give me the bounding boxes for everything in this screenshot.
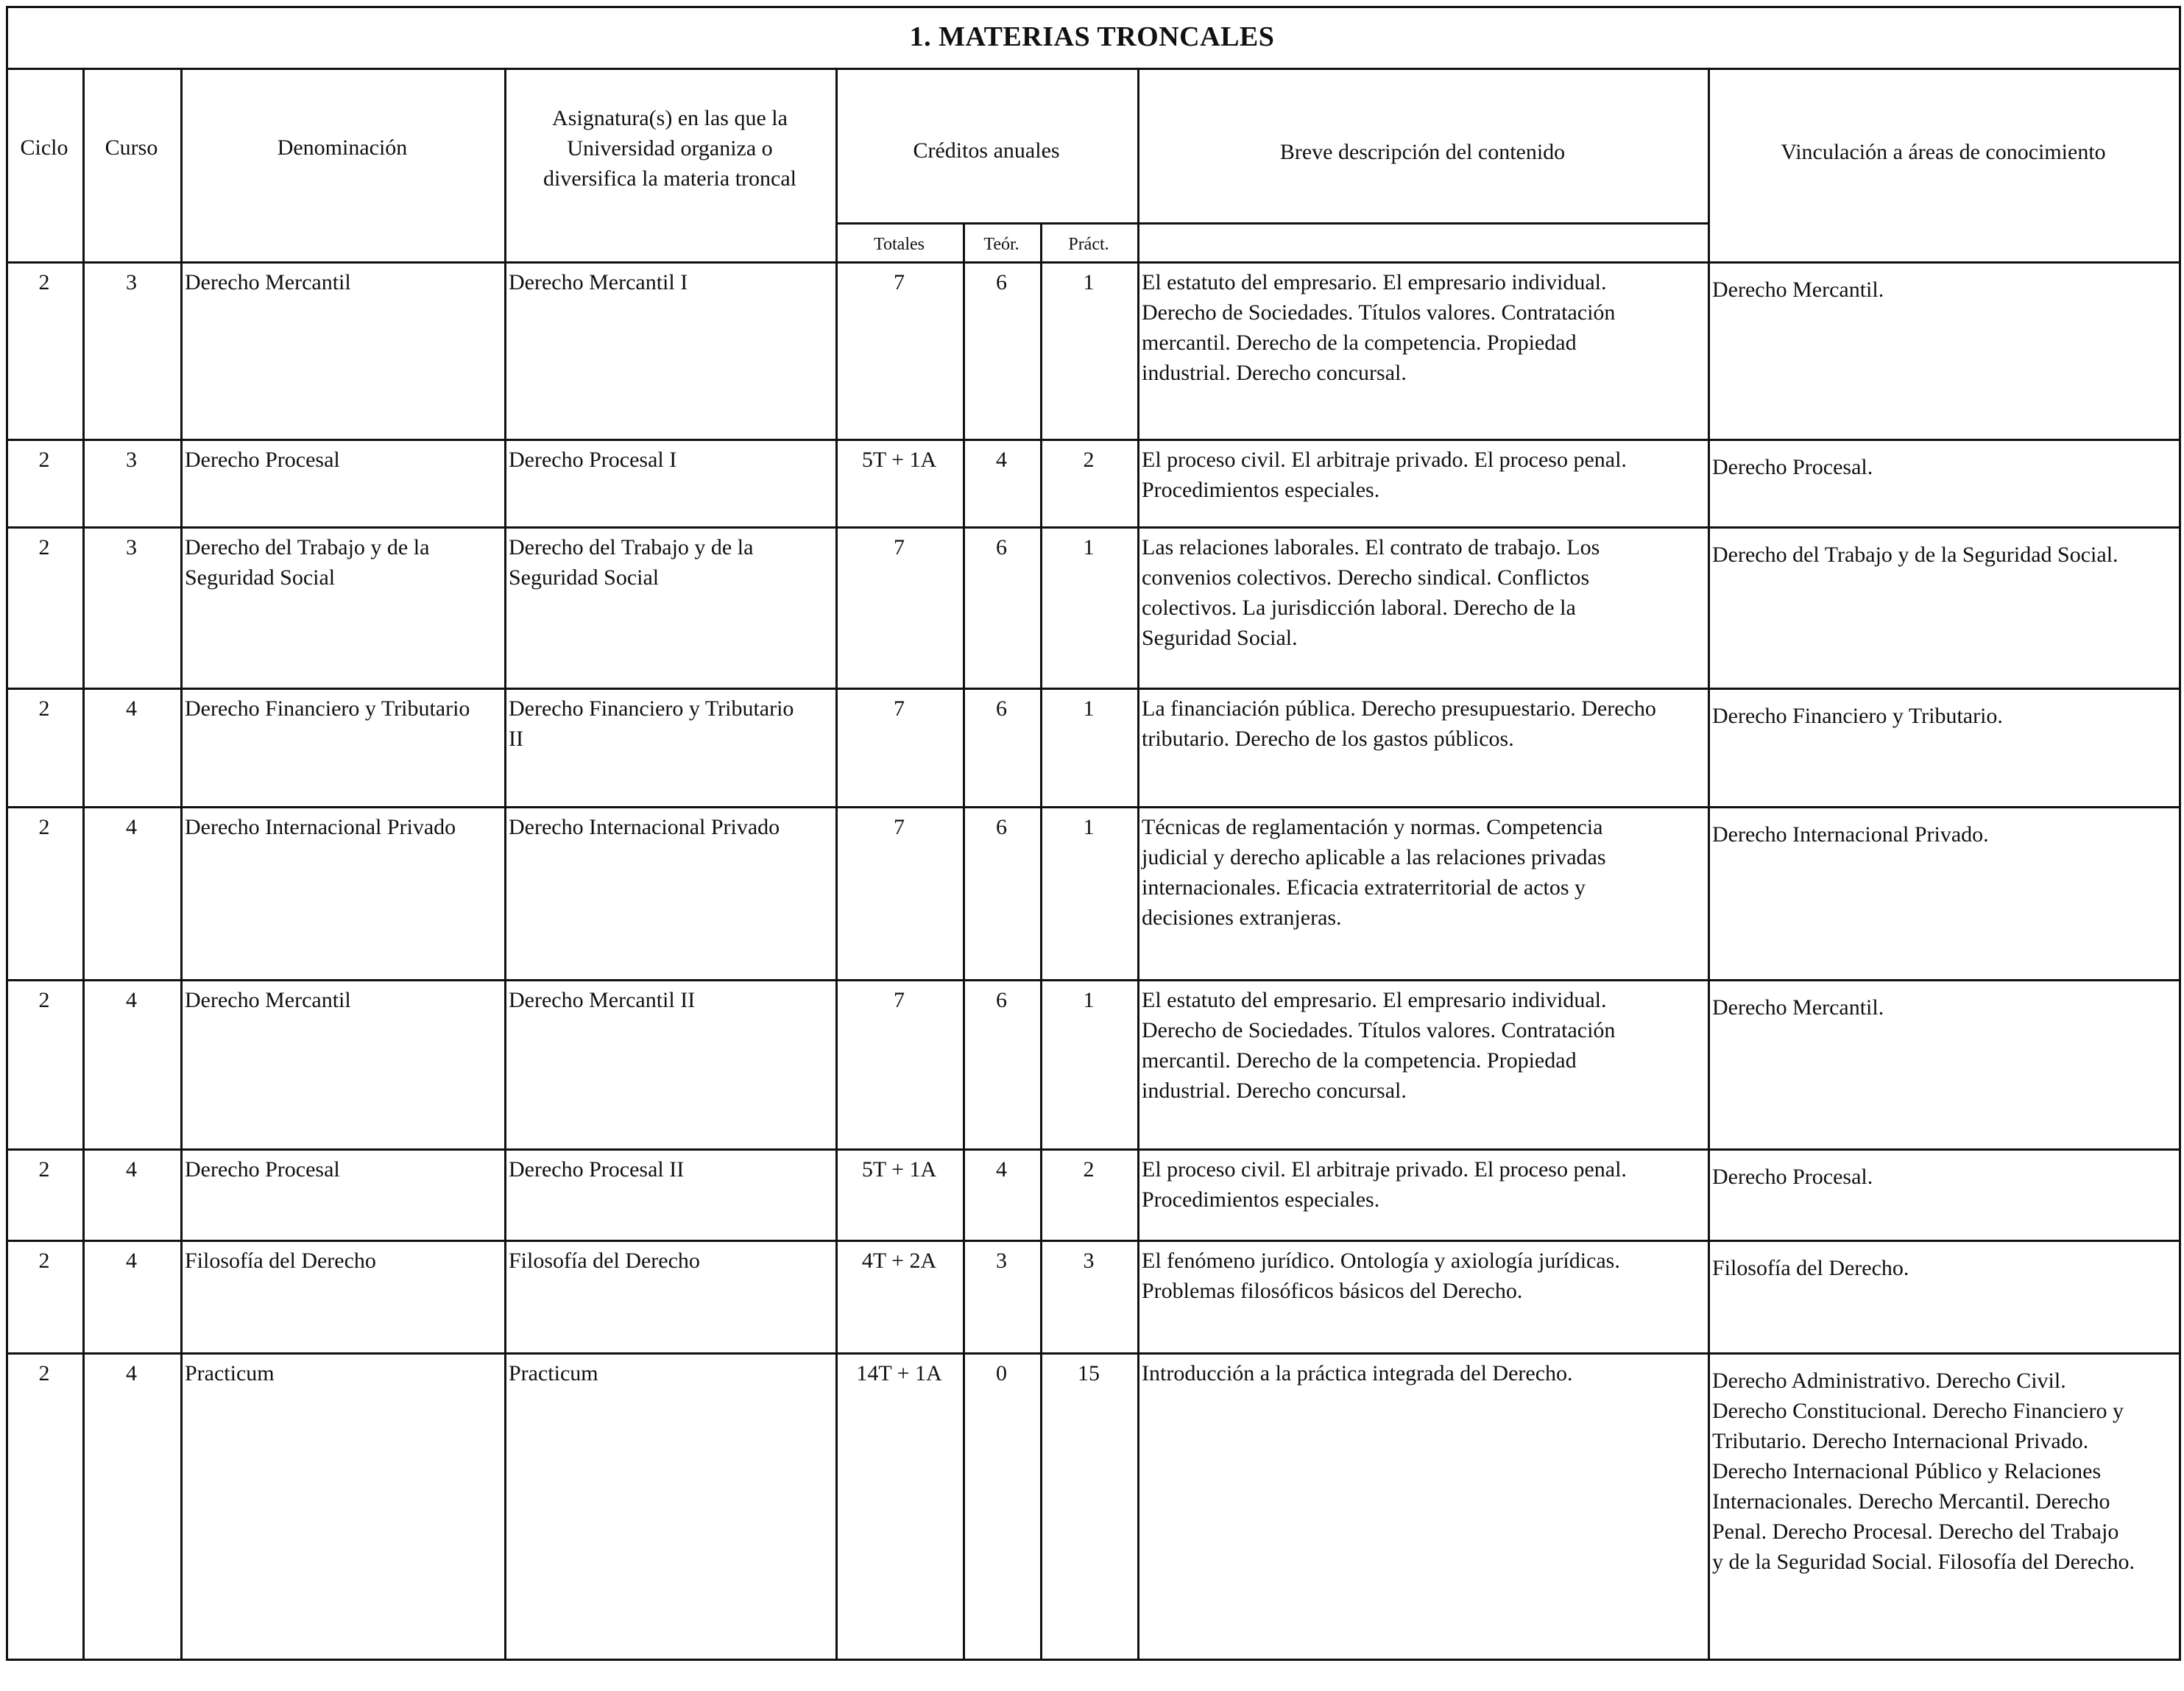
header-descripcion: Breve descripción del contenido [1279,140,1566,164]
header-asignatura-line: diversifica la materia troncal [543,166,796,191]
cell-descripcion: Técnicas de reglamentación y normas. Competencia [1142,815,1603,839]
cell-descripcion: convenios colectivos. Derecho sindical. Conflictos [1142,565,1590,590]
cell-denominacion: Derecho Procesal [185,1157,340,1182]
row-separator [6,806,2179,808]
cell-descripcion: Seguridad Social. [1142,626,1298,650]
cell-creditos-totales: 7 [894,696,905,721]
cell-creditos-practicos: 1 [1083,535,1095,559]
cell-descripcion: industrial. Derecho concursal. [1142,1079,1407,1103]
cell-asignatura: Derecho Procesal II [509,1157,685,1182]
cell-descripcion: Derecho de Sociedades. Títulos valores. Contratación [1142,1018,1616,1042]
cell-descripcion: colectivos. La jurisdicción laboral. Derecho de la [1142,596,1576,620]
cell-vinculacion: Filosofía del Derecho. [1712,1256,1909,1280]
column-rule [82,68,85,1661]
header-asignatura-line: Universidad organiza o [567,136,773,160]
cell-vinculacion: Derecho Constitucional. Derecho Financiero y [1712,1399,2124,1423]
cell-denominacion: Seguridad Social [185,565,336,590]
cell-descripcion: El fenómeno jurídico. Ontología y axiología jurídicas. [1142,1249,1620,1273]
cell-descripcion: Introducción a la práctica integrada del Derecho. [1142,1361,1573,1385]
cell-creditos-teoricos: 6 [996,696,1007,721]
cell-vinculacion: Derecho del Trabajo y de la Seguridad Social. [1712,543,2118,567]
cell-ciclo: 2 [38,696,50,721]
cell-curso: 3 [126,270,137,294]
header-vinculacion: Vinculación a áreas de conocimiento [1781,140,2106,164]
cell-creditos-teoricos: 6 [996,815,1007,839]
column-rule [180,68,183,1661]
header-pract: Práct. [1068,235,1109,254]
cell-creditos-practicos: 1 [1083,270,1095,294]
row-separator [6,1240,2179,1242]
cell-curso: 4 [126,1249,137,1273]
cell-creditos-practicos: 1 [1083,988,1095,1012]
cell-asignatura: Practicum [509,1361,598,1385]
header-teor: Teór. [983,235,1019,254]
column-rule [1708,68,1710,1661]
cell-creditos-totales: 14T + 1A [856,1361,942,1385]
row-separator [6,439,2179,441]
cell-creditos-teoricos: 3 [996,1249,1007,1273]
cell-creditos-teoricos: 0 [996,1361,1007,1385]
cell-creditos-teoricos: 6 [996,535,1007,559]
cell-descripcion: El estatuto del empresario. El empresario individual. [1142,988,1607,1012]
cell-vinculacion: Internacionales. Derecho Mercantil. Derecho [1712,1489,2110,1514]
cell-curso: 4 [126,988,137,1012]
cell-creditos-totales: 7 [894,988,905,1012]
cell-descripcion: internacionales. Eficacia extraterritorial de actos y [1142,875,1586,900]
cell-denominacion: Derecho Financiero y Tributario [185,696,470,721]
header-totales: Totales [874,235,925,254]
cell-vinculacion: Tributario. Derecho Internacional Privado. [1712,1429,2089,1453]
cell-descripcion: El estatuto del empresario. El empresario individual. [1142,270,1607,294]
credits-subcolumn-rule [1040,222,1042,1661]
cell-asignatura: II [509,727,523,751]
cell-descripcion: tributario. Derecho de los gastos públicos. [1142,727,1514,751]
row-separator [6,526,2179,529]
cell-creditos-totales: 4T + 2A [861,1249,937,1273]
page-title: 1. MATERIAS TRONCALES [909,21,1275,52]
cell-denominacion: Derecho Procesal [185,448,340,472]
cell-vinculacion: y de la Seguridad Social. Filosofía del Derecho. [1712,1550,2135,1574]
cell-creditos-totales: 7 [894,270,905,294]
cell-creditos-teoricos: 6 [996,988,1007,1012]
cell-descripcion: judicial y derecho aplicable a las relaciones privadas [1142,845,1606,869]
cell-creditos-practicos: 15 [1078,1361,1100,1385]
cell-descripcion: Problemas filosóficos básicos del Derecho. [1142,1279,1523,1303]
cell-descripcion: decisiones extranjeras. [1142,905,1342,930]
row-separator [6,1148,2179,1151]
cell-creditos-totales: 7 [894,535,905,559]
cell-creditos-teoricos: 4 [996,1157,1007,1182]
cell-vinculacion: Penal. Derecho Procesal. Derecho del Trabajo [1712,1519,2119,1544]
header-bottom-rule [6,261,2179,264]
cell-ciclo: 2 [38,1361,50,1385]
cell-ciclo: 2 [38,270,50,294]
cell-curso: 3 [126,448,137,472]
column-rule [504,68,506,1661]
cell-descripcion: Las relaciones laborales. El contrato de trabajo. Los [1142,535,1600,559]
row-separator [6,688,2179,690]
cell-descripcion: industrial. Derecho concursal. [1142,361,1407,385]
cell-descripcion: El proceso civil. El arbitraje privado. El proceso penal. [1142,448,1627,472]
cell-ciclo: 2 [38,815,50,839]
cell-denominacion: Derecho Mercantil [185,270,351,294]
credits-subcolumn-rule [963,222,965,1661]
cell-vinculacion: Derecho Internacional Privado. [1712,822,1989,847]
cell-denominacion: Derecho Mercantil [185,988,351,1012]
cell-curso: 4 [126,815,137,839]
cell-denominacion: Derecho del Trabajo y de la [185,535,430,559]
cell-ciclo: 2 [38,1157,50,1182]
cell-ciclo: 2 [38,535,50,559]
cell-asignatura: Seguridad Social [509,565,660,590]
cell-vinculacion: Derecho Internacional Público y Relaciones [1712,1459,2102,1483]
cell-ciclo: 2 [38,988,50,1012]
cell-creditos-teoricos: 6 [996,270,1007,294]
cell-ciclo: 2 [38,448,50,472]
table-right-border [2179,6,2181,1661]
cell-asignatura: Derecho del Trabajo y de la [509,535,754,559]
cell-descripcion: mercantil. Derecho de la competencia. Propiedad [1142,1048,1577,1073]
cell-denominacion: Derecho Internacional Privado [185,815,456,839]
cell-creditos-practicos: 3 [1083,1249,1095,1273]
header-denominacion: Denominación [277,135,408,160]
cell-curso: 4 [126,1361,137,1385]
cell-curso: 3 [126,535,137,559]
header-asignatura-line: Asignatura(s) en las que la [552,106,788,130]
row-separator [6,1659,2179,1661]
header-ciclo: Ciclo [20,135,68,160]
cell-creditos-practicos: 1 [1083,815,1095,839]
title-separator [6,68,2179,70]
cell-asignatura: Derecho Mercantil I [509,270,688,294]
cell-descripcion: Procedimientos especiales. [1142,478,1380,502]
cell-asignatura: Derecho Mercantil II [509,988,696,1012]
cell-descripcion: Procedimientos especiales. [1142,1187,1380,1212]
cell-descripcion: La financiación pública. Derecho presupuestario. Derecho [1142,696,1656,721]
cell-vinculacion: Derecho Mercantil. [1712,995,1884,1020]
cell-creditos-totales: 5T + 1A [861,448,937,472]
cell-asignatura: Derecho Financiero y Tributario [509,696,794,721]
cell-creditos-practicos: 2 [1083,1157,1095,1182]
cell-ciclo: 2 [38,1249,50,1273]
credits-subheader-rule [835,222,1708,225]
cell-creditos-practicos: 1 [1083,696,1095,721]
cell-descripcion: mercantil. Derecho de la competencia. Propiedad [1142,331,1577,355]
cell-asignatura: Derecho Procesal I [509,448,677,472]
cell-curso: 4 [126,696,137,721]
cell-curso: 4 [126,1157,137,1182]
cell-vinculacion: Derecho Financiero y Tributario. [1712,704,2003,728]
column-rule [1137,68,1139,1661]
header-creditos-anuales: Créditos anuales [913,138,1060,163]
row-separator [6,1352,2179,1355]
cell-asignatura: Derecho Internacional Privado [509,815,780,839]
cell-vinculacion: Derecho Mercantil. [1712,278,1884,302]
cell-creditos-totales: 5T + 1A [861,1157,937,1182]
cell-denominacion: Practicum [185,1361,275,1385]
cell-vinculacion: Derecho Administrativo. Derecho Civil. [1712,1369,2066,1393]
cell-creditos-practicos: 2 [1083,448,1095,472]
cell-creditos-totales: 7 [894,815,905,839]
cell-creditos-teoricos: 4 [996,448,1007,472]
cell-descripcion: El proceso civil. El arbitraje privado. El proceso penal. [1142,1157,1627,1182]
header-curso: Curso [105,135,158,160]
table-top-border [6,6,2179,8]
column-rule [835,68,838,1661]
cell-asignatura: Filosofía del Derecho [509,1249,700,1273]
cell-descripcion: Derecho de Sociedades. Títulos valores. Contratación [1142,300,1616,325]
cell-vinculacion: Derecho Procesal. [1712,455,1873,479]
row-separator [6,979,2179,981]
cell-denominacion: Filosofía del Derecho [185,1249,376,1273]
cell-vinculacion: Derecho Procesal. [1712,1165,1873,1189]
